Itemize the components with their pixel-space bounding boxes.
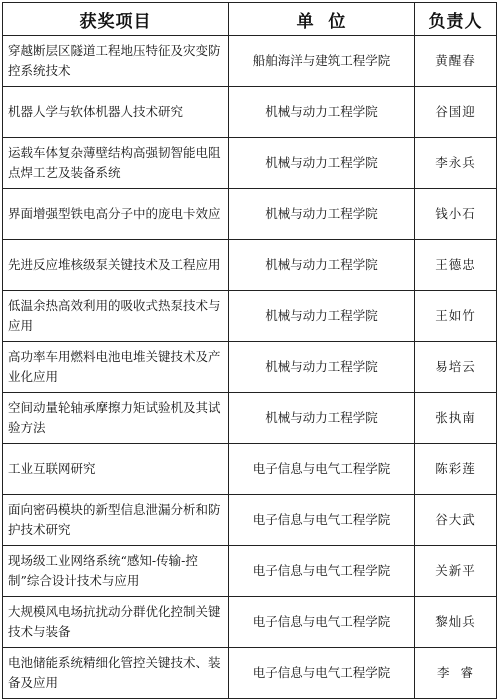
lead-name: 李 睿: [415, 648, 497, 699]
unit-name: 机械与动力工程学院: [229, 138, 415, 189]
table-row: [3, 291, 497, 342]
table-row: [3, 342, 497, 393]
project-name: 运载车体复杂薄壁结构高强韧智能电阻点焊工艺及装备系统: [3, 138, 229, 189]
header-project: 获奖项目: [3, 3, 229, 36]
lead-name: 钱小石: [415, 189, 497, 240]
table-row: [3, 546, 497, 597]
project-name: 工业互联网研究: [3, 444, 229, 495]
unit-name: 机械与动力工程学院: [229, 240, 415, 291]
lead-name: 谷大武: [415, 495, 497, 546]
table-row: [3, 189, 497, 240]
project-name: 电池储能系统精细化管控关键技术、装备及应用: [3, 648, 229, 699]
table-row: [3, 393, 497, 444]
project-name: 空间动量轮轴承摩擦力矩试验机及其试验方法: [3, 393, 229, 444]
unit-name: 机械与动力工程学院: [229, 291, 415, 342]
lead-name: 谷国迎: [415, 87, 497, 138]
lead-name: 黎灿兵: [415, 597, 497, 648]
unit-name: 电子信息与电气工程学院: [229, 597, 415, 648]
lead-name: 陈彩莲: [415, 444, 497, 495]
project-name: 低温余热高效利用的吸收式热泵技术与应用: [3, 291, 229, 342]
unit-name: 电子信息与电气工程学院: [229, 546, 415, 597]
project-name: 大规模风电场抗扰动分群优化控制关键技术与装备: [3, 597, 229, 648]
project-name: 先进反应堆核级泵关键技术及工程应用: [3, 240, 229, 291]
table-header: [3, 3, 497, 36]
table-row: [3, 87, 497, 138]
lead-name: 黄醒春: [415, 36, 497, 87]
header-unit: 单 位: [229, 3, 415, 36]
unit-name: 船舶海洋与建筑工程学院: [229, 36, 415, 87]
table-row: [3, 597, 497, 648]
unit-name: 电子信息与电气工程学院: [229, 444, 415, 495]
unit-name: 电子信息与电气工程学院: [229, 648, 415, 699]
header-lead: 负责人: [415, 3, 497, 36]
project-name: 界面增强型铁电高分子中的庞电卡效应: [3, 189, 229, 240]
table-row: [3, 36, 497, 87]
table-row: [3, 240, 497, 291]
table-row: [3, 138, 497, 189]
unit-name: 机械与动力工程学院: [229, 393, 415, 444]
unit-name: 机械与动力工程学院: [229, 342, 415, 393]
lead-name: 易培云: [415, 342, 497, 393]
lead-name: 李永兵: [415, 138, 497, 189]
table-row: [3, 444, 497, 495]
table-row: [3, 495, 497, 546]
unit-name: 机械与动力工程学院: [229, 87, 415, 138]
lead-name: 王如竹: [415, 291, 497, 342]
project-name: 现场级工业网络系统“感知-传输-控制”综合设计技术与应用: [3, 546, 229, 597]
project-name: 穿越断层区隧道工程地压特征及灾变防控系统技术: [3, 36, 229, 87]
lead-name: 王德忠: [415, 240, 497, 291]
lead-name: 关新平: [415, 546, 497, 597]
awards-table: [2, 2, 497, 699]
table-row: [3, 648, 497, 699]
table-body: [3, 36, 497, 699]
project-name: 面向密码模块的新型信息泄漏分析和防护技术研究: [3, 495, 229, 546]
lead-name: 张执南: [415, 393, 497, 444]
project-name: 高功率车用燃料电池电堆关键技术及产业化应用: [3, 342, 229, 393]
unit-name: 电子信息与电气工程学院: [229, 495, 415, 546]
project-name: 机器人学与软体机器人技术研究: [3, 87, 229, 138]
unit-name: 机械与动力工程学院: [229, 189, 415, 240]
header-row: [3, 3, 497, 36]
